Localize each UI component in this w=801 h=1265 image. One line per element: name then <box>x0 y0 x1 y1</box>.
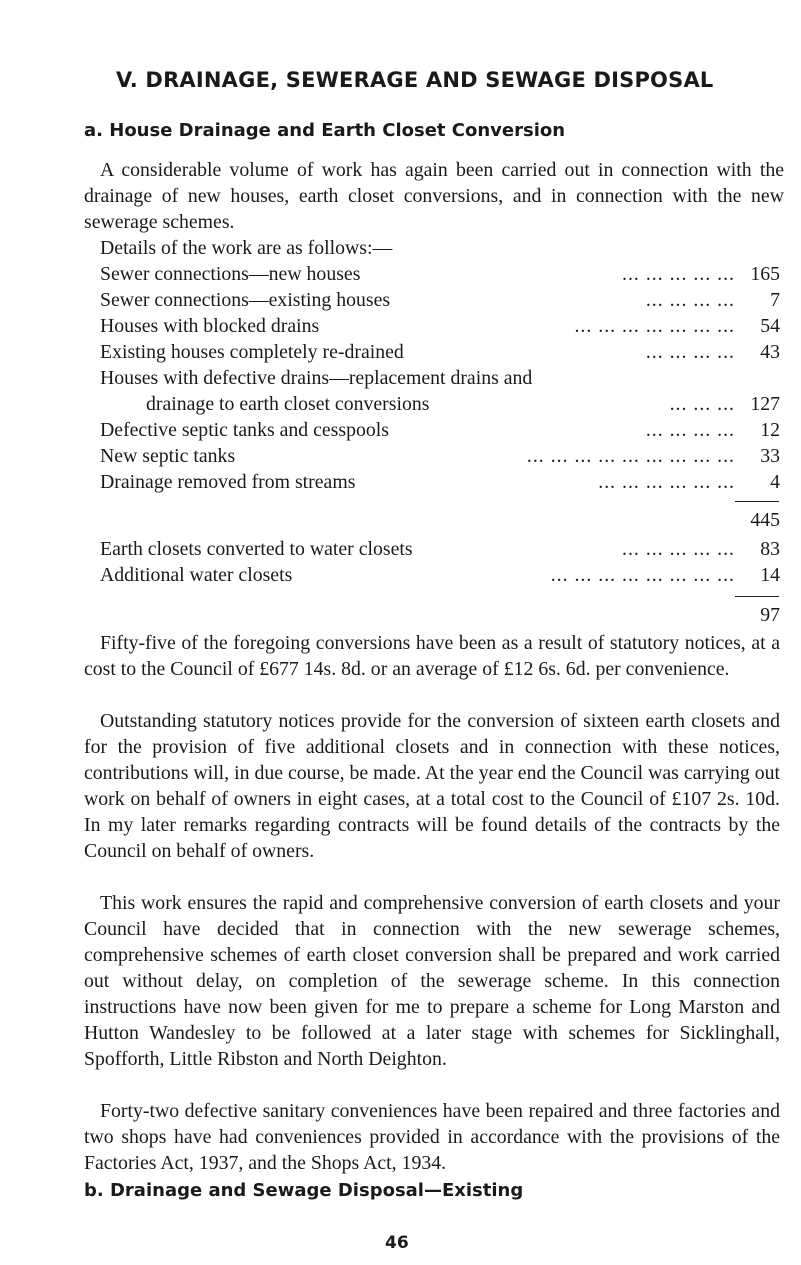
work-item-row <box>100 443 780 469</box>
details-lead: Details of the work are as follows:— <box>100 237 393 259</box>
closet-item-row <box>100 562 780 588</box>
chapter-heading: V. DRAINAGE, SEWERAGE AND SEWAGE DISPOSAL <box>116 68 714 92</box>
subtotal-rule <box>735 501 779 502</box>
item-label: Additional water closets <box>100 564 293 586</box>
leader-dots: ... ... ... ... ... ... <box>598 471 735 493</box>
item-value: 33 <box>760 445 780 467</box>
paragraph-outstanding-notices: Outstanding statutory notices provide for the conversion of sixteen earth closets and for the provision of five additional closets and in connection with these notices, contributions will, in due course, be made. At the year end the Council was carrying out work on behalf of owners in eight cases, at a total cost to the Council of £107 2s. 10d. In my later remarks regarding contracts will be found details of the contracts by the Council on behalf of owners. <box>84 710 780 862</box>
work-item-row <box>100 261 780 287</box>
work-item-row <box>100 287 780 313</box>
item-label: New septic tanks <box>100 445 236 467</box>
leader-dots: ... ... ... ... ... <box>622 538 735 560</box>
intro-paragraph: A considerable volume of work has again been carried out in connection with the drainage of new houses, earth closet conversions, and in connection with the new sewerage schemes. <box>84 159 784 233</box>
subtotal-value: 445 <box>750 509 780 531</box>
item-label: Defective septic tanks and cesspools <box>100 419 389 441</box>
item-label: Sewer connections—existing houses <box>100 289 391 311</box>
leader-dots: ... ... ... ... ... ... ... <box>574 315 735 337</box>
paragraph-sanitary-conveniences: Forty-two defective sanitary conveniences have been repaired and three factories and two shops have had conveniences provided in accordance with the provisions of the Factories Act, 1937, and the Shops Act, 1934. <box>84 1100 780 1174</box>
item-value: 7 <box>770 289 780 311</box>
work-item-row <box>100 417 780 443</box>
item-value: 12 <box>760 419 780 441</box>
work-item-row <box>100 365 780 391</box>
section-b-title: b. Drainage and Sewage Disposal—Existing <box>84 1180 524 1201</box>
item-label: Drainage removed from streams <box>100 471 356 493</box>
subtotal-value: 97 <box>760 604 780 626</box>
leader-dots: ... ... ... ... <box>645 289 735 311</box>
section-a-title: a. House Drainage and Earth Closet Conversion <box>84 120 566 141</box>
work-item-row <box>100 469 780 495</box>
leader-dots: ... ... ... <box>669 393 735 415</box>
page-number: 46 <box>385 1233 409 1253</box>
item-value: 165 <box>750 263 780 285</box>
leader-dots: ... ... ... ... ... ... ... ... <box>550 564 735 586</box>
item-label: Earth closets converted to water closets <box>100 538 413 560</box>
item-label: Existing houses completely re-drained <box>100 341 404 363</box>
subtotal-rule <box>735 596 779 597</box>
leader-dots: ... ... ... ... ... <box>622 263 735 285</box>
work-item-row <box>100 339 780 365</box>
paragraph-statutory-notices: Fifty-five of the foregoing conversions have been as a result of statutory notices, at a cost to the Council of £677 14s. 8d. or an average of £12 6s. 6d. per convenience. <box>84 632 780 680</box>
leader-dots: ... ... ... ... <box>645 419 735 441</box>
work-item-row-continued <box>100 391 780 417</box>
item-value: 83 <box>760 538 780 560</box>
item-label: Houses with defective drains—replacement drains and <box>100 367 533 389</box>
work-item-row <box>100 313 780 339</box>
closet-item-row <box>100 536 780 562</box>
paragraph-comprehensive-conversion: This work ensures the rapid and comprehensive conversion of earth closets and your Council have decided that in connection with the new sewerage schemes, comprehensive schemes of earth closet conversion shall be prepared and work carried out without delay, on completion of the sewerage scheme. In this connection instructions have now been given for me to prepare a scheme for Long Marston and Hutton Wandesley to be followed at a later stage with schemes for Sicklinghall, Spofforth, Little Ribston and North Deighton. <box>84 892 780 1070</box>
item-value: 43 <box>760 341 780 363</box>
item-value: 54 <box>760 315 780 337</box>
item-value: 4 <box>770 471 780 493</box>
leader-dots: ... ... ... ... ... ... ... ... ... <box>526 445 735 467</box>
item-label-continued: drainage to earth closet conversions <box>146 393 430 415</box>
item-value: 127 <box>750 393 780 415</box>
item-value: 14 <box>760 564 780 586</box>
item-label: Houses with blocked drains <box>100 315 320 337</box>
leader-dots: ... ... ... ... <box>645 341 735 363</box>
item-label: Sewer connections—new houses <box>100 263 361 285</box>
